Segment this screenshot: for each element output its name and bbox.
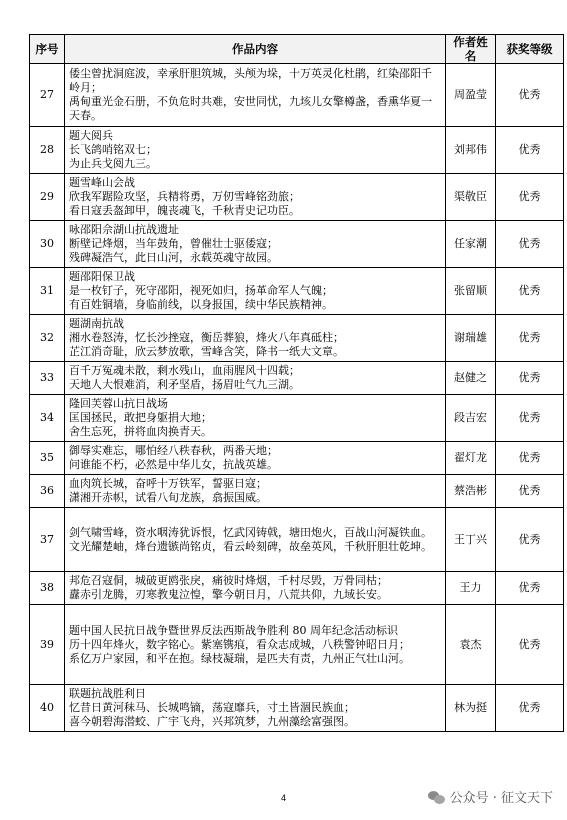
award-level: 优秀 — [496, 475, 564, 508]
row-number: 30 — [30, 221, 65, 268]
award-level: 优秀 — [496, 572, 564, 605]
content-line: 潇湘开赤帜，试看八旬龙族，翕振国威。 — [69, 491, 267, 504]
content-line: 有百姓铜墙，身临前线，以身报国，续中华民族精神。 — [69, 298, 333, 311]
content-line: 断壁记烽烟，当年鼓角，曾催壮士驱倭寇； — [69, 237, 278, 250]
award-level: 优秀 — [496, 315, 564, 362]
work-content — [65, 605, 446, 685]
content-line: 御辱实难忘，哪怕经八秩春秋，两番天地； — [69, 444, 278, 457]
work-content — [65, 508, 446, 572]
content-line: 长飞鸽哨铭双七； — [69, 143, 157, 156]
work-content — [65, 362, 446, 395]
table-row — [30, 442, 564, 475]
author-name: 王丁兴 — [446, 508, 496, 572]
content-line: 题大阅兵 — [69, 129, 113, 142]
content-line: 咏邵阳佘湖山抗战遗址 — [69, 223, 179, 236]
table-row — [30, 362, 564, 395]
award-level: 优秀 — [496, 127, 564, 174]
table-row — [30, 315, 564, 362]
header-award: 获奖等级 — [496, 35, 564, 64]
work-content — [65, 475, 446, 508]
row-number: 27 — [30, 64, 65, 127]
content-line: 题雪峰山会战 — [69, 176, 135, 189]
wechat-icon — [428, 790, 446, 804]
row-number: 38 — [30, 572, 65, 605]
table-header-row — [30, 35, 564, 64]
author-name: 王力 — [446, 572, 496, 605]
row-number: 39 — [30, 605, 65, 685]
content-line: 题邵阳保卫战 — [69, 270, 135, 283]
content-line: 为止兵戈阅九三。 — [69, 157, 157, 170]
work-content — [65, 315, 446, 362]
content-line: 匡国拯民，敢把身躯捐大地； — [69, 411, 212, 424]
table-row — [30, 395, 564, 442]
author-name: 谢瑞雄 — [446, 315, 496, 362]
content-line: 残碑凝浩气，此日山河，永载英魂守故园。 — [69, 251, 278, 264]
award-level: 优秀 — [496, 174, 564, 221]
award-level: 优秀 — [496, 395, 564, 442]
table-row — [30, 685, 564, 732]
row-number: 34 — [30, 395, 65, 442]
award-level: 优秀 — [496, 442, 564, 475]
table-row — [30, 508, 564, 572]
table-row — [30, 475, 564, 508]
author-name: 段吉宏 — [446, 395, 496, 442]
content-line: 舍生忘死，拼将血肉换青天。 — [69, 425, 212, 438]
author-name: 赵健之 — [446, 362, 496, 395]
content-line: 联题抗战胜利日 — [69, 687, 146, 700]
work-content — [65, 127, 446, 174]
table-row — [30, 572, 564, 605]
content-line: 文光耀楚岫，烽台遗镞尚铭贞，看云岭刻碑，故垒英风，千秋肝胆壮乾坤。 — [69, 539, 432, 553]
row-number: 29 — [30, 174, 65, 221]
table-row — [30, 174, 564, 221]
work-content — [65, 395, 446, 442]
award-table — [29, 34, 564, 732]
table-row — [30, 127, 564, 174]
work-content — [65, 221, 446, 268]
header-no: 序号 — [30, 35, 65, 64]
content-line: 百千万冤魂未散，剩水残山，血雨腥风十四载； — [69, 364, 300, 377]
author-name: 蔡浩彬 — [446, 475, 496, 508]
watermark-text: 公众号 · 征文天下 — [449, 791, 553, 806]
content-line: 喜今朝碧海潜蛟、广宇飞舟，兴邦筑梦，九州藻绘富强图。 — [69, 715, 355, 728]
row-number: 31 — [30, 268, 65, 315]
content-line: 系亿万户家园，和平在抱。绿枝凝瑞，是匹夫有责，九州正气壮山河。 — [69, 651, 410, 665]
content-line: 芷江消奇耻，欣云梦放歌，雪峰含笑，降书一纸大文章。 — [69, 345, 344, 358]
author-name: 刘邦伟 — [446, 127, 496, 174]
content-line: 倭尘曾扰洞庭波，幸承肝胆筑城，头颅为垛，十万英灵化杜鹃，红染邵阳千岭月； — [69, 67, 432, 94]
content-line: 问谁能不朽，必然是中华儿女，抗战英雄。 — [69, 458, 278, 471]
award-level: 优秀 — [496, 685, 564, 732]
row-number: 32 — [30, 315, 65, 362]
work-content — [65, 685, 446, 732]
content-line: 题湖南抗战 — [69, 317, 124, 330]
content-line: 天地人大恨难消，利矛坚盾，扬眉吐气九三湖。 — [69, 378, 300, 391]
award-level: 优秀 — [496, 508, 564, 572]
row-number: 35 — [30, 442, 65, 475]
work-content — [65, 268, 446, 315]
table-row — [30, 268, 564, 315]
author-name: 周盈莹 — [446, 64, 496, 127]
award-level: 优秀 — [496, 64, 564, 127]
row-number: 28 — [30, 127, 65, 174]
page-number: 4 — [280, 793, 286, 803]
row-number: 40 — [30, 685, 65, 732]
row-number: 37 — [30, 508, 65, 572]
row-number: 36 — [30, 475, 65, 508]
table-body — [30, 64, 564, 732]
award-level: 优秀 — [496, 268, 564, 315]
content-line: 历十四年烽火，数字铭心。紫塞镌痕，看众志成城，八秩警钟昭日月； — [69, 637, 410, 651]
author-name: 袁杰 — [446, 605, 496, 685]
content-line: 血肉筑长城，奋呼十万铁军，誓驱日寇； — [69, 477, 267, 490]
header-author: 作者姓名 — [446, 35, 496, 64]
award-level: 优秀 — [496, 221, 564, 268]
header-content: 作品内容 — [65, 35, 446, 64]
award-level: 优秀 — [496, 605, 564, 685]
author-name: 渠敬臣 — [446, 174, 496, 221]
work-content — [65, 572, 446, 605]
content-line: 邦危召寇侗，城破更鸥张戾，痛彼时烽烟，千村尽毁，万骨同枯； — [69, 574, 388, 587]
content-line: 忆昔日黄河秣马、长城鸣镝，荡寇靡兵，寸土皆涸民族血； — [69, 701, 355, 714]
work-content — [65, 64, 446, 127]
award-level: 优秀 — [496, 362, 564, 395]
content-line: 看日寇丢盔卸甲，魄丧魂飞，千秋青史记功臣。 — [69, 204, 300, 217]
table-row — [30, 221, 564, 268]
content-line: 题中国人民抗日战争暨世界反法西斯战争胜利 80 周年纪念活动标识 — [69, 623, 398, 637]
content-line: 欣我军踞险攻坚，兵精将勇，万仞雪峰铭劲旅； — [69, 190, 300, 203]
content-line: 湘水卷怒涛，忆长沙挫寇，衡岳葬狼，烽火八年真砥柱； — [69, 331, 344, 344]
author-name: 张留顺 — [446, 268, 496, 315]
author-name: 林为挺 — [446, 685, 496, 732]
content-line: 隆回芙蓉山抗日战场 — [69, 397, 168, 410]
content-line: 剑气啸雪峰，资水咽涛犹诉恨，忆武冈铸戟，塘田炮火，百战山河凝铁血。 — [69, 525, 432, 539]
table-row — [30, 605, 564, 685]
work-content — [65, 174, 446, 221]
work-content — [65, 442, 446, 475]
author-name: 任家潮 — [446, 221, 496, 268]
watermark — [428, 787, 553, 806]
content-line: 禹甸重光金石册，不负危时共难，安世同忧，九垓儿女擎樽盏，香熏华夏一天春。 — [69, 95, 432, 122]
content-line: 纛赤引龙腾，刃寒教鬼泣惶，擎今朝日月，八荒共仰，九域长安。 — [69, 588, 388, 601]
author-name: 翟灯龙 — [446, 442, 496, 475]
content-line: 是一枚钉子，死守邵阳，视死如归，扬革命军人气魄； — [69, 284, 333, 297]
row-number: 33 — [30, 362, 65, 395]
table-row — [30, 64, 564, 127]
